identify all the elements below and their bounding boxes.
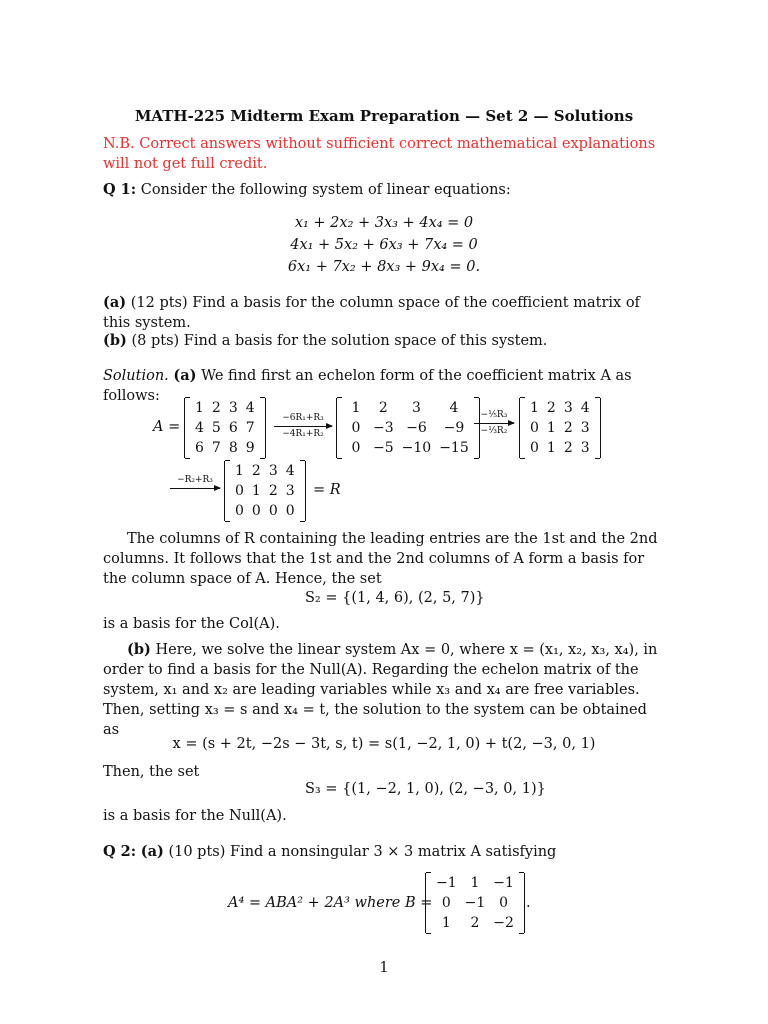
matrix-entry: 7 <box>211 440 221 456</box>
q1-equation: 4x₁ + 5x₂ + 6x₃ + 7x₄ = 0 <box>290 237 478 253</box>
matrix-entry: 2 <box>563 420 573 436</box>
matrix-entry: 1 <box>351 400 361 416</box>
matrix-entry: 2 <box>251 463 261 479</box>
x-solution: x = (s + 2t, −2s − 3t, s, t) = s(1, −2, 1, 0) + t(2, −3, 0, 1) <box>172 736 596 752</box>
matrix-entry: 3 <box>268 463 278 479</box>
matrix-row <box>432 873 518 893</box>
q1-equation: 6x₁ + 7x₂ + 8x₃ + 9x₄ = 0. <box>287 259 481 275</box>
q1-intro-text: Consider the following system of linear equations: <box>140 182 511 198</box>
matrix-entry: 2 <box>563 440 573 456</box>
matrix-entry: 0 <box>530 420 539 436</box>
matrix-entry: 2 <box>378 400 388 416</box>
matrix-entry: 4 <box>285 463 295 479</box>
solution-b-label: (b) <box>127 641 151 658</box>
matrix-entry: 1 <box>195 400 204 416</box>
matrix-row <box>526 438 594 458</box>
q1-part-a <box>103 293 658 333</box>
matrix-row <box>191 418 259 438</box>
q2-equation: A⁴ = ABA² + 2A³ where B = <box>228 895 433 911</box>
matrix-a <box>184 398 266 458</box>
q2-period: . <box>526 895 531 911</box>
q1-equation-system <box>0 213 768 279</box>
a-equals: A = <box>153 419 181 435</box>
solution-a-label: (a) <box>173 367 197 384</box>
matrix-entry: −3 <box>373 420 394 436</box>
matrix-r <box>224 461 306 521</box>
matrix-entry: −2 <box>493 915 514 931</box>
matrix-step-2 <box>336 398 480 458</box>
q1-label: Q 1: <box>103 181 137 198</box>
row-op-1-top: −6R₁+R₃ <box>282 413 324 423</box>
matrix-row <box>343 438 473 458</box>
matrix-row <box>231 461 299 481</box>
matrix-entry: 3 <box>580 420 590 436</box>
q2-part-a-label: (a) <box>140 843 164 860</box>
matrix-row <box>432 893 518 913</box>
arrow-icon <box>474 423 514 424</box>
matrix-entry: 3 <box>411 400 421 416</box>
q2-intro <box>103 842 658 862</box>
matrix-entry: 5 <box>211 420 221 436</box>
matrix-entry: 2 <box>470 915 480 931</box>
matrix-entry: 8 <box>228 440 238 456</box>
row-op-2-top: −⅕R₃ <box>480 410 508 420</box>
matrix-entry: 1 <box>546 420 556 436</box>
matrix-entry: 3 <box>228 400 238 416</box>
matrix-entry: 7 <box>245 420 255 436</box>
row-op-2-bottom: −⅓R₂ <box>480 426 508 436</box>
q1-intro <box>103 180 658 200</box>
solution-a-text: We find first an echelon form of the coefficient matrix A as follows: <box>103 368 632 404</box>
matrix-entry: 1 <box>546 440 556 456</box>
q1-part-a-label: (a) <box>103 294 127 311</box>
arrow-icon <box>274 426 332 427</box>
matrix-entry: 0 <box>441 895 451 911</box>
solution-b-text: Here, we solve the linear system Ax = 0, where x = (x₁, x₂, x₃, x₄), in order to find a basis for the Null(A). Regarding the echelon matrix of the system, x₁ and x₂ are leading variables while x₃ and x₄ are free variables. Then, setting x₃ = s and x₄ = t, the solution to the system can be obtained as <box>103 642 658 738</box>
matrix-entry: −9 <box>443 420 465 436</box>
matrix-row <box>526 398 594 418</box>
matrix-entry: −10 <box>401 440 432 456</box>
then-set-text: Then, the set <box>103 764 200 780</box>
matrix-entry: 0 <box>530 440 539 456</box>
solution-paragraph-2 <box>103 640 658 740</box>
matrix-row <box>191 438 259 458</box>
matrix-entry: 0 <box>235 483 244 499</box>
matrix-entry: 0 <box>351 420 361 436</box>
matrix-entry: 0 <box>499 895 509 911</box>
page-number: 1 <box>379 960 389 976</box>
matrix-entry: −15 <box>439 440 469 456</box>
row-op-3-top: −R₂+R₃ <box>177 475 213 485</box>
matrix-entry: 6 <box>195 440 204 456</box>
matrix-entry: 1 <box>530 400 539 416</box>
matrix-entry: 4 <box>245 400 255 416</box>
matrix-entry: 2 <box>211 400 221 416</box>
row-op-1-bottom: −4R₁+R₂ <box>282 429 324 439</box>
matrix-entry: 3 <box>285 483 295 499</box>
matrix-entry: 9 <box>245 440 255 456</box>
matrix-entry: 0 <box>268 503 278 519</box>
nb-note: N.B. Correct answers without sufficient correct mathematical explanations will not get full credit. <box>103 136 656 172</box>
matrix-row <box>231 481 299 501</box>
matrix-entry: 0 <box>351 440 361 456</box>
q1-part-a-text: (12 pts) Find a basis for the column space of the coefficient matrix of this system. <box>103 295 640 331</box>
matrix-entry: 1 <box>441 915 451 931</box>
q2-label: Q 2: <box>103 843 137 860</box>
solution-paragraph-1: The columns of R containing the leading entries are the 1st and the 2nd columns. It follows that the 1st and the 2nd columns of A form a basis for the column space of A. Hence, the set <box>103 531 658 587</box>
q1-part-b-text: (8 pts) Find a basis for the solution space of this system. <box>131 333 548 349</box>
page-title: MATH-225 Midterm Exam Preparation — Set 2 — Solutions <box>134 107 634 125</box>
matrix-row <box>231 501 299 521</box>
matrix-step-3 <box>519 398 601 458</box>
set-s2: S₂ = {(1, 4, 6), (2, 5, 7)} <box>305 590 485 606</box>
matrix-entry: 2 <box>268 483 278 499</box>
matrix-entry: −1 <box>464 895 486 911</box>
matrix-row <box>526 418 594 438</box>
solution-label: Solution. <box>103 368 169 384</box>
q2-text: (10 pts) Find a nonsingular 3 × 3 matrix A satisfying <box>168 844 557 860</box>
q1-equation: x₁ + 2x₂ + 3x₃ + 4x₄ = 0 <box>294 215 474 231</box>
arrow-icon <box>170 488 220 489</box>
matrix-entry: 4 <box>580 400 590 416</box>
q1-part-b-label: (b) <box>103 332 127 349</box>
matrix-entry: −1 <box>436 875 457 891</box>
matrix-entry: 1 <box>251 483 261 499</box>
matrix-row <box>343 398 473 418</box>
matrix-entry: 1 <box>470 875 480 891</box>
equals-r: = R <box>313 482 341 498</box>
row-op-arrow-3 <box>170 475 220 491</box>
matrix-entry: 4 <box>195 420 204 436</box>
matrix-entry: 3 <box>563 400 573 416</box>
basis-null-text: is a basis for the Null(A). <box>103 808 287 824</box>
q1-part-b <box>103 331 658 351</box>
row-op-arrow-2 <box>474 410 514 437</box>
matrix-entry: 0 <box>235 503 244 519</box>
matrix-entry: 3 <box>580 440 590 456</box>
matrix-b <box>425 873 525 933</box>
row-op-arrow-1 <box>274 413 332 440</box>
matrix-entry: 0 <box>285 503 295 519</box>
basis-col-text: is a basis for the Col(A). <box>103 616 280 632</box>
matrix-row <box>343 418 473 438</box>
matrix-entry: −6 <box>406 420 427 436</box>
matrix-entry: 0 <box>251 503 261 519</box>
matrix-entry: −1 <box>493 875 514 891</box>
set-s3: S₃ = {(1, −2, 1, 0), (2, −3, 0, 1)} <box>305 781 546 797</box>
matrix-row <box>191 398 259 418</box>
matrix-entry: 2 <box>546 400 556 416</box>
matrix-entry: −5 <box>373 440 394 456</box>
matrix-entry: 4 <box>449 400 459 416</box>
matrix-row <box>432 913 518 933</box>
matrix-entry: 6 <box>228 420 238 436</box>
matrix-entry: 1 <box>235 463 244 479</box>
